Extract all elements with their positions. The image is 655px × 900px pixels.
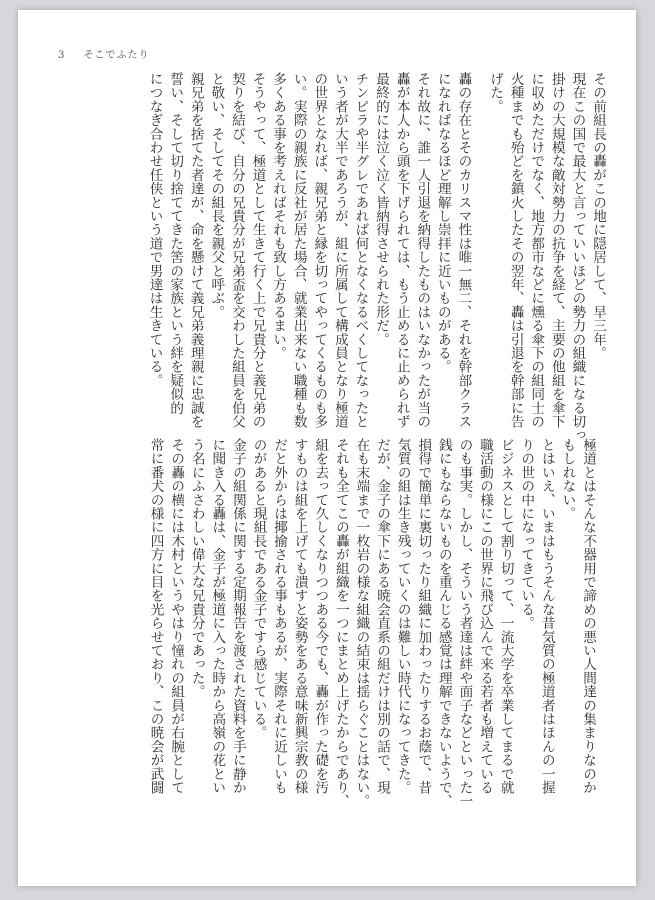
text-line: りの世の中になってきている。: [518, 438, 535, 630]
text-line: だが、金子の傘下にある暁会直系の組だけは別の話で、現: [374, 438, 391, 795]
text-line: と敬い、そしてその組長を親父と呼ぶ。: [208, 72, 225, 319]
text-line: に聞き入る轟は、金子が極道に入った時から高嶺の花とい: [209, 438, 226, 795]
running-header: [58, 46, 150, 61]
chapter-title: そこでふたり: [83, 50, 150, 61]
text-line: 誓い、そして切り捨ててきた筈の家族という絆を疑似的: [167, 72, 184, 415]
text-line: それも全てこの轟が組織を一つにまとめ上げたからであり、: [332, 438, 349, 808]
text-line: とはいえ、いまはもうそんな昔気質の極道者はほんの一握: [538, 438, 555, 795]
text-line: 現在この国で最大と言っていいほどの勢力の組織になる切っ: [569, 72, 586, 442]
paragraph-break: [473, 72, 484, 442]
text-line: 金子の組関係に関する定期報告を渡された資料を手に静か: [229, 438, 246, 795]
text-line: 多くある事を考えればそれも致し方あるまい。: [270, 72, 287, 360]
text-line: 轟の存在とそのカリスマ性は唯一無二、それを幹部クラス: [455, 72, 472, 429]
text-line: 親兄弟を捨てた者達が、命を懸けて義兄弟義理親に忠誠を: [187, 72, 204, 429]
text-line: 最終的には泣く泣く皆納得させられた形だ。: [373, 72, 390, 346]
text-line: に収めただけでなく、地方都市などに燻る傘下の組同士の: [528, 72, 545, 429]
text-line: になればなるほど理解し崇拝に近いものがある。: [434, 72, 451, 374]
body-text-upper: [144, 72, 608, 442]
text-line: もしれない。: [559, 438, 576, 521]
text-line: その轟の横には木村というやはり憧れの組員が右腕として: [168, 438, 185, 795]
text-line: 契りを結び、自分の兄貴分が兄弟盃を交わした組員を伯父: [228, 72, 245, 429]
text-line: 火種までも殆どを鎮火したその翌年、轟は引退を幹部に告: [507, 72, 524, 429]
text-line: につなぎ合わせ任侠という道で男達は生きている。: [146, 72, 163, 388]
text-line: それ故に、誰一人引退を納得したものはいなかったが当の: [414, 72, 431, 429]
text-line: 轟が本人から頭を下げられては、もう止めるに止められず: [393, 72, 410, 429]
text-line: 銭にもならないものを重んじる感覚は理解できないようで、: [435, 438, 452, 808]
text-line: いう者が大半であろうが、組に所属して構成員となり極道: [331, 72, 348, 429]
text-line: チンピラや半グレであれば何となくなるべくしてなったと: [352, 72, 369, 429]
text-line: げた。: [487, 72, 504, 114]
text-line: 気質の組は生き残っていくのは難しい時代になってきた。: [394, 438, 411, 795]
text-line: 組を去って久しくなりつつある今でも、轟が作った礎を汚: [312, 438, 329, 795]
text-line: 掛けの大規模な敵対勢力の抗争を経て、主要の他組を傘下: [548, 72, 565, 429]
text-line: 極道とはそんな不器用で諦めの悪い人間達の集まりなのか: [580, 438, 596, 795]
text-line: すものは組を上げても潰すと姿勢をある意味新興宗教の様: [291, 438, 308, 795]
text-line: う名にふさわしい偉大な兄貴分であった。: [188, 438, 205, 699]
body-text-lower: [145, 438, 598, 858]
text-line: その前組長の轟がこの地に隠居して、早三年。: [590, 72, 606, 360]
book-page: [18, 10, 636, 886]
text-line: 在も末端まで一枚岩の様な組織の結束は揺らぐことはない。: [353, 438, 370, 808]
text-line: のがあると現組長である金子ですら感じている。: [250, 438, 267, 740]
text-line: 常に番犬の様に四方に目を光らせており、この暁会が武闘: [147, 438, 164, 795]
text-line: い。実際の親族に反社が居た場合、就業出来ない職種も数: [290, 72, 307, 429]
text-line: 職活動の様にこの世界に飛び込んで来る若者も増えている: [477, 438, 494, 795]
text-line: ビジネスとして割り切って、一流大学を卒業してまるで就: [497, 438, 514, 795]
text-line: そうやって、極道として生きて行く上で兄貴分と義兄弟の: [249, 72, 266, 429]
text-line: 損得で簡単に裏切ったり組織に加わったりするお蔭で、昔: [415, 438, 432, 795]
text-line: のも事実。しかし、そういう者達は絆や面子などといった一: [456, 438, 473, 808]
text-line: だと外からは揶揄される事もあるが、実際それに近しいも: [271, 438, 288, 795]
text-line: の世界となれば、親兄弟と縁を切ってやってくるものも多: [311, 72, 328, 429]
page-number: 3: [58, 50, 66, 61]
